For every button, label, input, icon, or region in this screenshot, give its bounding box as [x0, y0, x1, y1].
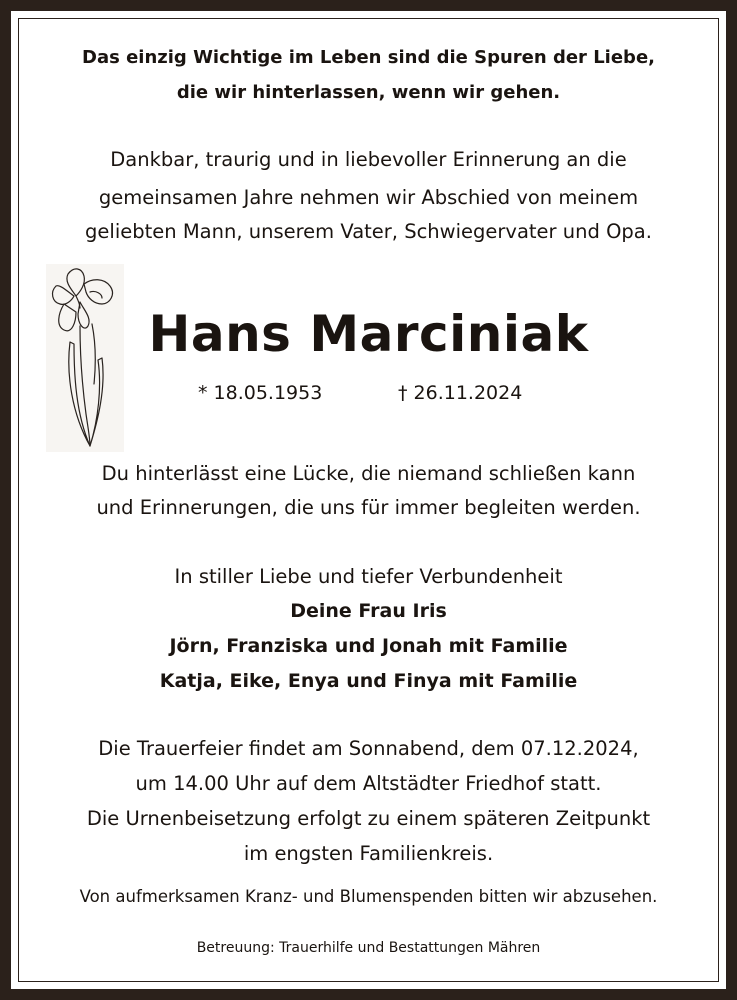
- motto-line-2: die wir hinterlassen, wenn wir gehen.: [176, 82, 561, 103]
- funeral-home-footer: Betreuung: Trauerhilfe und Bestattungen Mähren: [196, 940, 541, 956]
- funeral-line-1: Die Trauerfeier findet am Sonnabend, dem 07.12.2024,: [98, 737, 639, 760]
- intro-line-3: geliebten Mann, unserem Vater, Schwiegervater und Opa.: [85, 220, 652, 243]
- funeral-line-2: um 14.00 Uhr auf dem Altstädter Friedhof statt.: [135, 772, 602, 795]
- motto-line-1: Das einzig Wichtige im Leben sind die Spuren der Liebe,: [82, 47, 655, 68]
- flower-donation-note: Von aufmerksamen Kranz- und Blumenspenden bitten wir abzusehen.: [79, 887, 658, 906]
- funeral-line-4: im engsten Familienkreis.: [243, 842, 494, 865]
- intro-line-1: Dankbar, traurig und in liebevoller Erinnerung an die: [110, 148, 627, 171]
- mourner-wife: Deine Frau Iris: [290, 600, 447, 622]
- funeral-line-3: Die Urnenbeisetzung erfolgt zu einem späteren Zeitpunkt: [86, 807, 651, 830]
- mourners-intro: In stiller Liebe und tiefer Verbundenheit: [174, 565, 563, 588]
- tribute-line-1: Du hinterlässt eine Lücke, die niemand schließen kann: [101, 462, 636, 485]
- intro-line-2: gemeinsamen Jahre nehmen wir Abschied von meinem: [98, 186, 639, 209]
- death-date: † 26.11.2024: [398, 382, 523, 404]
- deceased-name: Hans Marciniak: [148, 305, 589, 363]
- mourner-family-2: Katja, Eike, Enya und Finya mit Familie: [159, 670, 578, 692]
- tribute-line-2: und Erinnerungen, die uns für immer begleiten werden.: [96, 496, 641, 519]
- birth-date: * 18.05.1953: [198, 382, 323, 404]
- mourner-family-1: Jörn, Franziska und Jonah mit Familie: [169, 635, 568, 657]
